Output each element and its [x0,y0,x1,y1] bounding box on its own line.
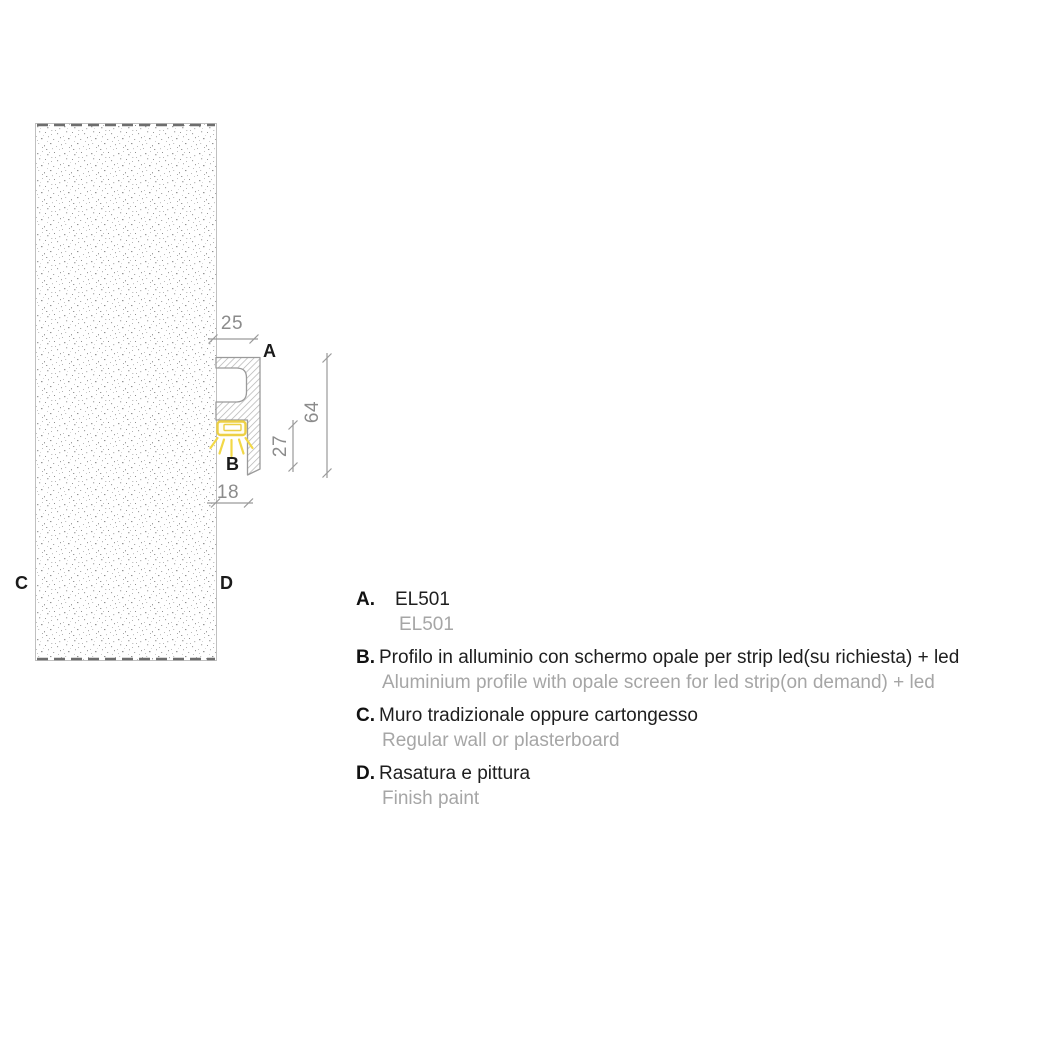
wall-texture [36,124,217,661]
legend-item-b [356,645,1046,695]
label-a: A [263,341,276,361]
dimension-64: 64 [302,400,323,424]
legend-translation-d: Finish paint [382,788,480,809]
legend-item-d-main [356,761,1046,786]
label-c: C [15,573,28,593]
legend-translation-c: Regular wall or plasterboard [382,730,620,751]
dimension-27: 27 [270,434,291,458]
legend-item-c-main [356,703,1046,728]
legend-letter-c: C. [356,705,375,726]
legend-translation-b: Aluminium profile with opale screen for led strip(on demand) + led [382,672,935,693]
wall-cross-section [35,123,217,661]
legend-text-b: Profilo in alluminio con schermo opale per strip led(su richiesta) + led [379,647,960,668]
legend-translation-a: EL501 [399,614,454,635]
legend-item-c [356,703,1046,753]
led-strip-icon [218,422,246,436]
label-d: D [220,573,233,593]
dimension-25: 25 [220,313,244,334]
legend [356,587,1046,819]
legend-letter-a: A. [356,589,375,610]
legend-item-b-main [356,645,1046,670]
legend-letter-d: D. [356,763,375,784]
legend-text-c: Muro tradizionale oppure cartongesso [379,705,698,726]
legend-item-d [356,761,1046,811]
legend-item-a-main [356,587,1046,612]
legend-letter-b: B. [356,647,375,668]
legend-text-d: Rasatura e pittura [379,763,531,784]
label-b: B [226,454,239,474]
legend-text-a: EL501 [395,589,450,610]
legend-item-a [356,587,1046,637]
dimension-18: 18 [216,482,240,503]
